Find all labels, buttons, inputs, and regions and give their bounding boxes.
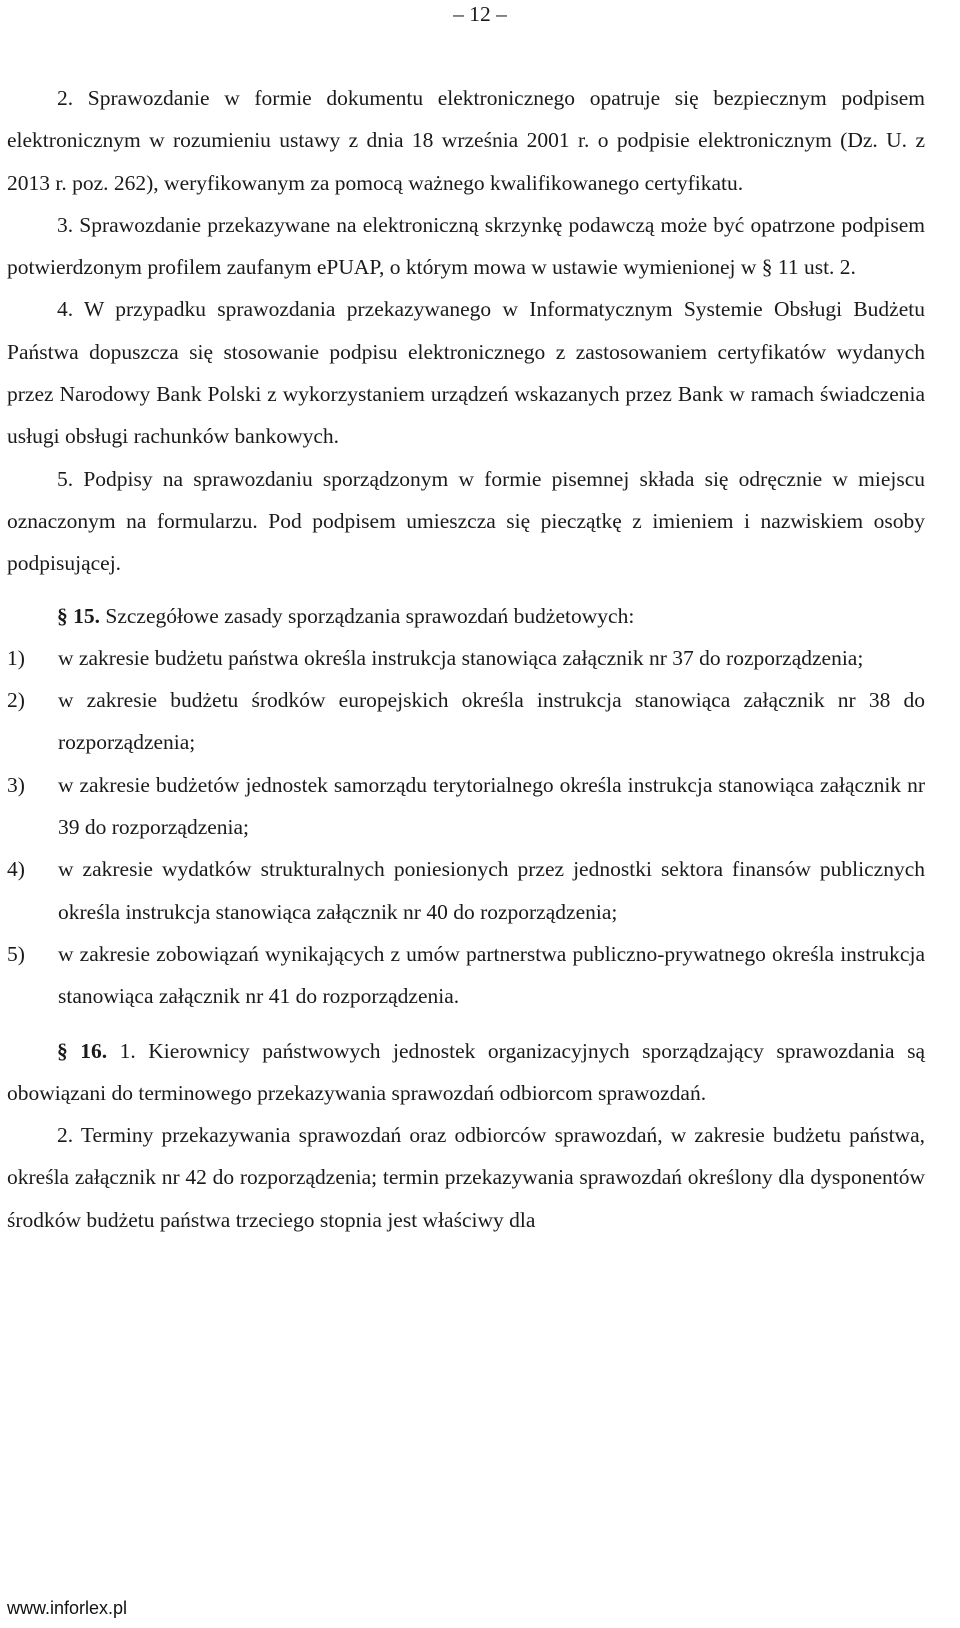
page-number: – 12 – — [453, 2, 507, 26]
list-item-text: w zakresie budżetu państwa określa instrukcja stanowiąca załącznik nr 37 do rozporządzenia; — [58, 645, 864, 670]
paragraph-2: 2. Sprawozdanie w formie dokumentu elektronicznego opatruje się bezpiecznym podpisem elektronicznym w rozumieniu ustawy z dnia 18 września 2001 r. o podpisie elektronicznym (Dz. U. z 2013 r. poz. 262), weryfikowanym za pomocą ważnego kwalifikowanego certyfikatu. — [7, 86, 925, 195]
list-item-number: 1) — [7, 645, 25, 670]
list-item-text: w zakresie zobowiązań wynikających z umów partnerstwa publiczno-prywatnego określa instrukcja stanowiąca załącznik nr 41 do rozporządzenia. — [58, 941, 925, 1009]
list-item — [7, 764, 925, 849]
section-15-intro-text: Szczegółowe zasady sporządzania sprawozdań budżetowych: — [100, 603, 635, 628]
list-item — [7, 848, 925, 933]
list-item — [7, 637, 925, 679]
list-item-text: w zakresie wydatków strukturalnych poniesionych przez jednostki sektora finansów publicznych określa instrukcja stanowiąca załącznik nr 40 do rozporządzenia; — [58, 857, 925, 924]
paragraph-5: 5. Podpisy na sprawozdaniu sporządzonym w formie pisemnej składa się odręcznie w miejscu oznaczonym na formularzu. Pod podpisem umieszcza się pieczątkę z imieniem i nazwiskiem osoby podpisującej. — [7, 466, 925, 576]
section-16-paragraph-1 — [7, 1030, 925, 1115]
section-15-intro — [7, 595, 925, 637]
list-item-number: 5) — [7, 941, 25, 966]
list-item — [7, 679, 925, 764]
section-16-p1-text: 1. Kierownicy państwowych jednostek organizacyjnych sporządzający sprawozdania są obowiązani do terminowego przekazywania sprawozdań odbiorcom sprawozdań. — [7, 1038, 926, 1105]
list-item-number: 3) — [7, 772, 25, 797]
list-item-text: w zakresie budżetów jednostek samorządu terytorialnego określa instrukcja stanowiąca załącznik nr 39 do rozporządzenia; — [58, 772, 925, 840]
footer-url: www.inforlex.pl — [7, 1598, 128, 1618]
list-item-number: 4) — [7, 857, 25, 882]
list-item — [7, 933, 925, 1018]
section-16-mark: § 16. — [57, 1038, 108, 1063]
section-16-paragraph-2: 2. Terminy przekazywania sprawozdań oraz odbiorców sprawozdań, w zakresie budżetu państwa, określa załącznik nr 42 do rozporządzenia; termin przekazywania sprawozdań określony dla dysponentów środków budżetu państwa trzeciego stopnia jest właściwy dla — [7, 1123, 925, 1232]
paragraph-4: 4. W przypadku sprawozdania przekazywanego w Informatycznym Systemie Obsługi Budżetu Państwa dopuszcza się stosowanie podpisu elektronicznego z zastosowaniem certyfikatów wydanych przez Narodowy Bank Polski z wykorzystaniem urządzeń wskazanych przez Bank w ramach świadczenia usługi obsługi rachunków bankowych. — [7, 297, 925, 449]
paragraph-3: 3. Sprawozdanie przekazywane na elektroniczną skrzynkę podawczą może być opatrzone podpisem potwierdzonym profilem zaufanym ePUAP, o którym mowa w ustawie wymienionej w § 11 ust. 2. — [7, 212, 925, 280]
section-15-mark: § 15. — [57, 603, 100, 628]
list-item-number: 2) — [7, 688, 25, 713]
document-body — [7, 77, 925, 1241]
list-item-text: w zakresie budżetu środków europejskich określa instrukcja stanowiąca załącznik nr 38 do rozporządzenia; — [58, 688, 925, 755]
